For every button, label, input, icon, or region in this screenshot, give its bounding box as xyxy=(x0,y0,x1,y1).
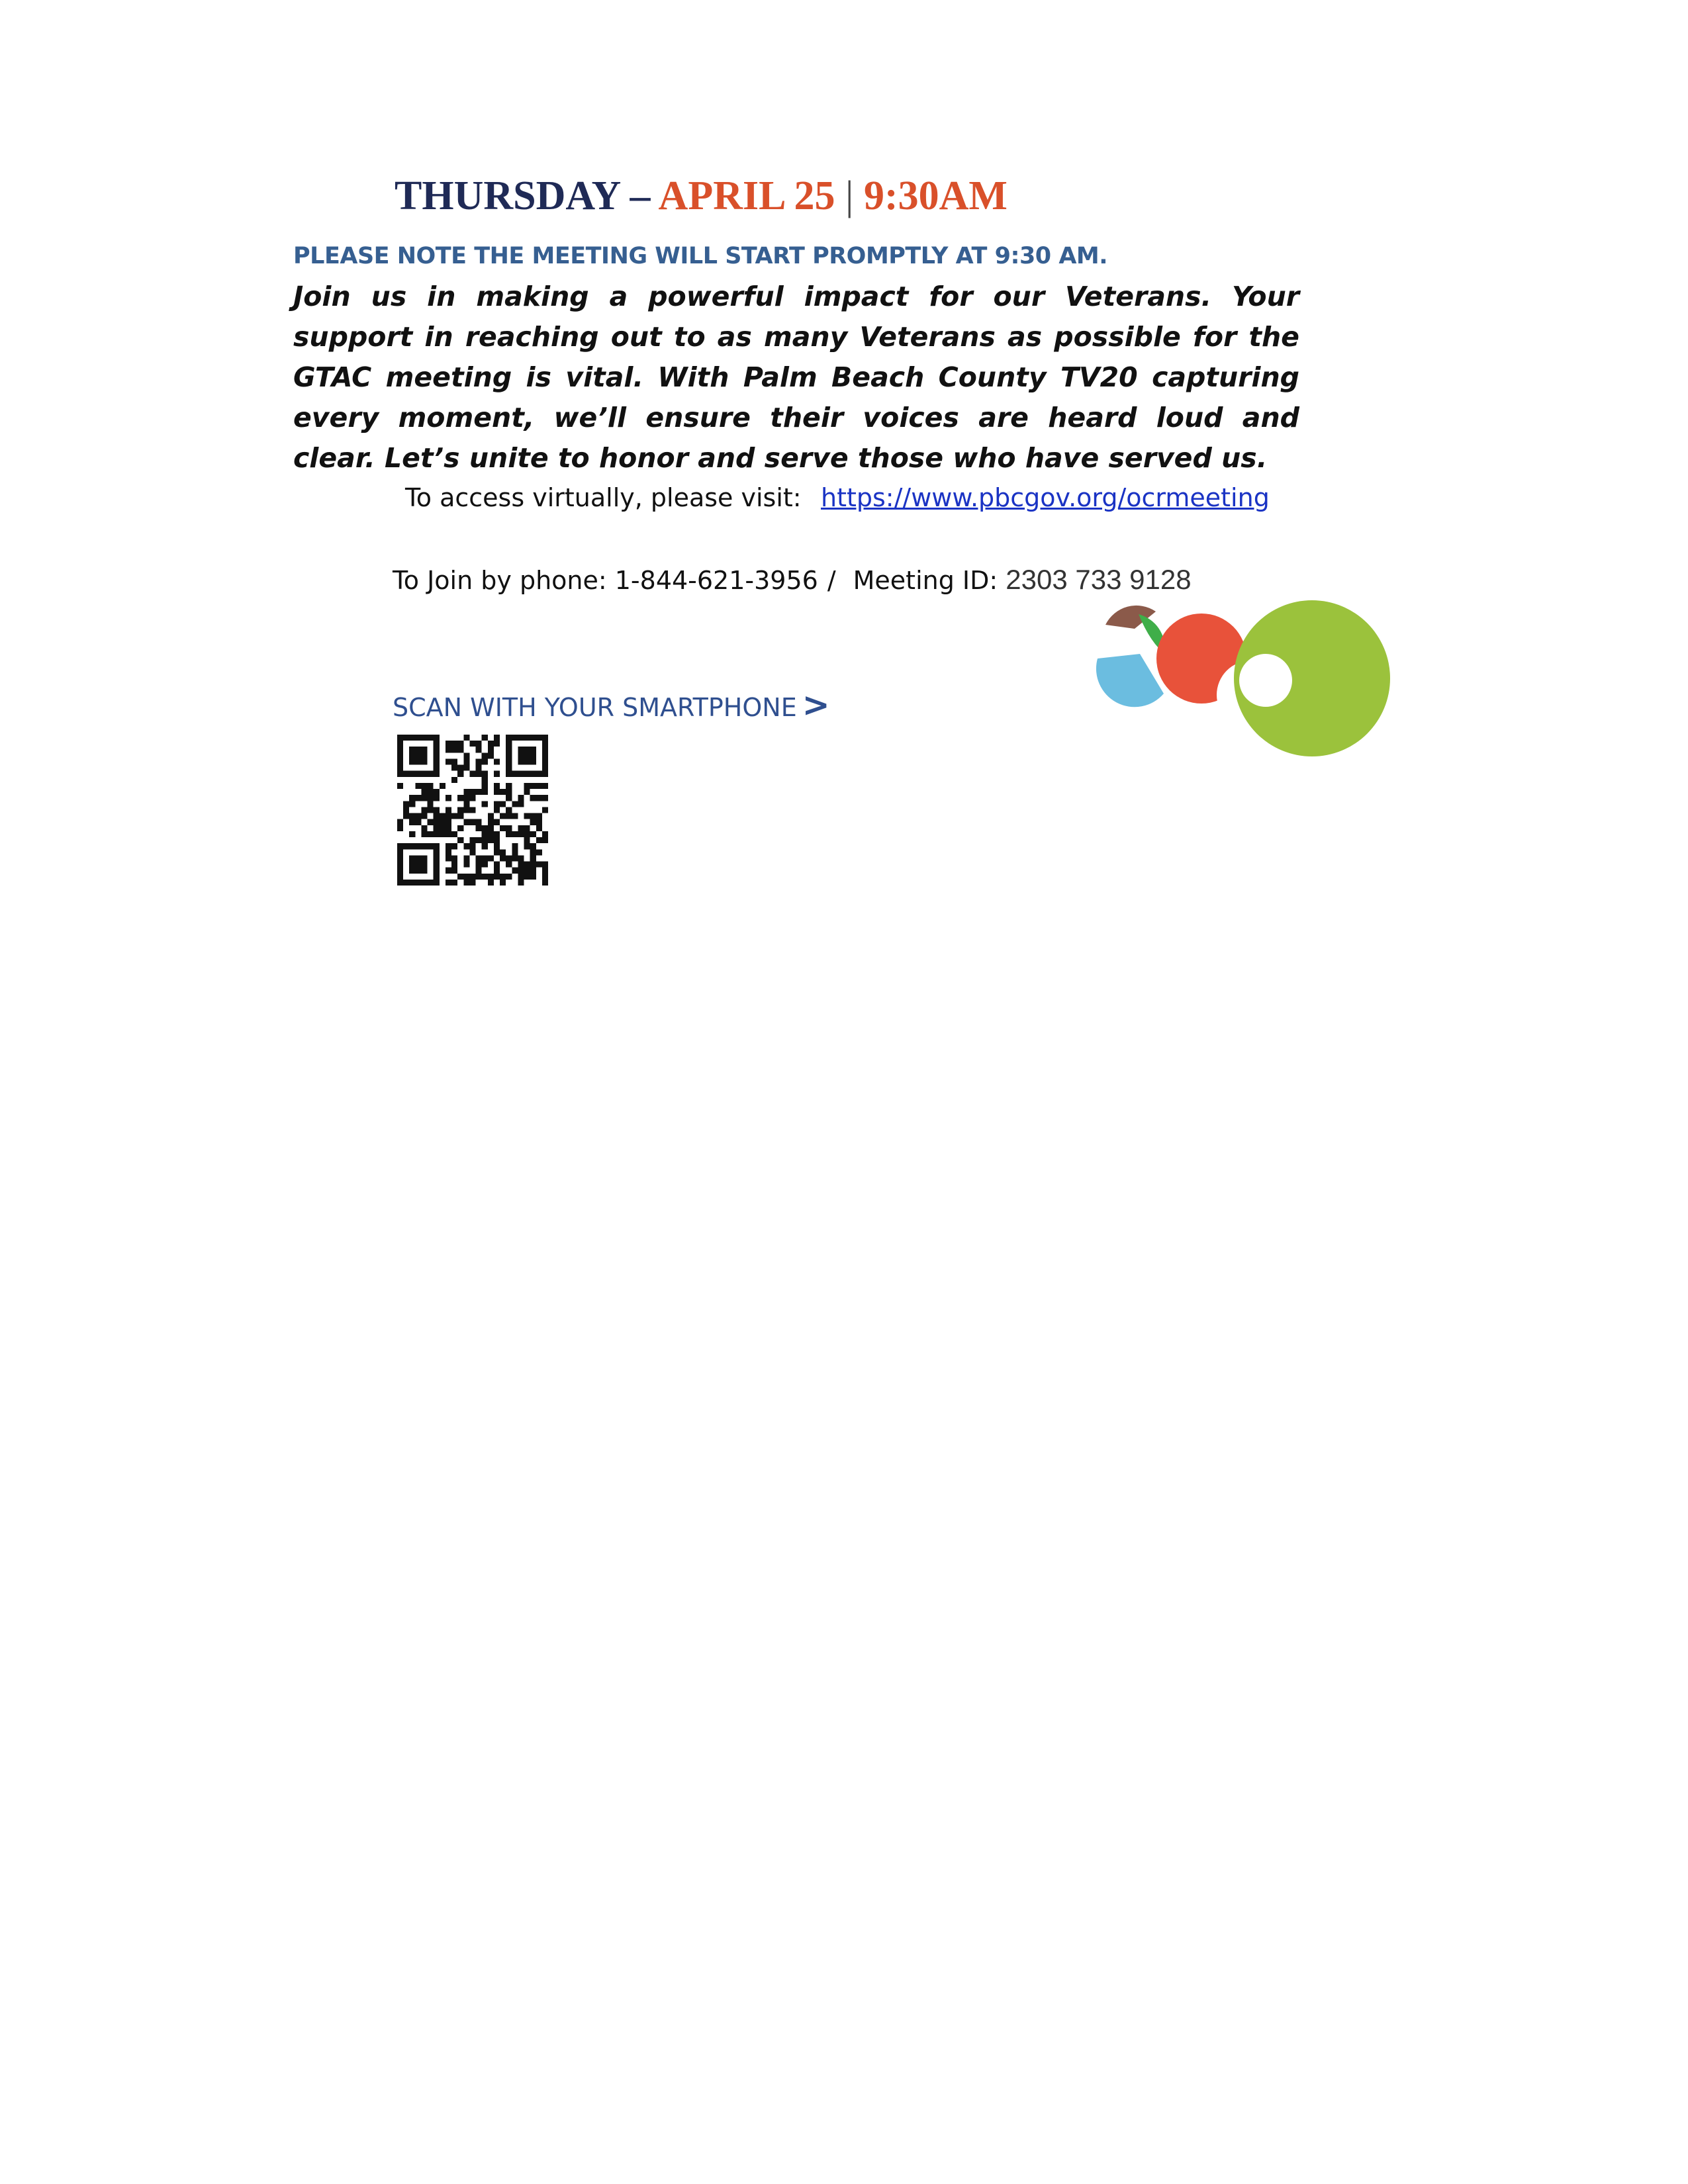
logo-green-shape xyxy=(1234,600,1390,756)
meeting-id-label: Meeting ID: xyxy=(853,566,998,595)
scan-instruction xyxy=(393,686,830,724)
qr-code-icon[interactable] xyxy=(397,735,548,886)
virtual-meeting-link[interactable]: https://www.pbcgov.org/ocrmeeting xyxy=(821,483,1270,512)
virtual-access-label: To access virtually, please visit: xyxy=(405,483,802,512)
phone-separator: / xyxy=(827,566,836,595)
invitation-paragraph: Join us in making a powerful impact for our Veterans. Your support in reaching out to as many Veterans as possible for the GTAC meeting is vital. With Palm Beach County TV20 capturing every moment, we’ll ensure their voices are heard loud and clear. Let’s unite to honor and serve those who have served us. xyxy=(293,281,1299,474)
chevron-right-icon: > xyxy=(802,686,830,724)
meeting-id-value: 2303 733 9128 xyxy=(1006,564,1192,595)
headline-dash: – xyxy=(619,173,659,218)
logo-blue-shape xyxy=(1096,654,1164,707)
phone-join-label: To Join by phone: 1-844-621-3956 xyxy=(393,566,818,595)
phone-join-line xyxy=(393,564,1192,596)
scan-label: SCAN WITH YOUR SMARTPHONE xyxy=(393,693,797,722)
headline-day: THURSDAY xyxy=(395,173,620,218)
start-time-note: PLEASE NOTE THE MEETING WILL START PROMPTLY AT 9:30 AM. xyxy=(293,243,1108,269)
circles-logo-icon xyxy=(1092,596,1397,768)
headline-date: APRIL 25 xyxy=(658,173,835,218)
logo-red-shape xyxy=(1156,614,1246,704)
headline-time: 9:30AM xyxy=(863,173,1008,218)
meeting-headline xyxy=(395,171,1008,221)
headline-separator: | xyxy=(835,173,864,218)
